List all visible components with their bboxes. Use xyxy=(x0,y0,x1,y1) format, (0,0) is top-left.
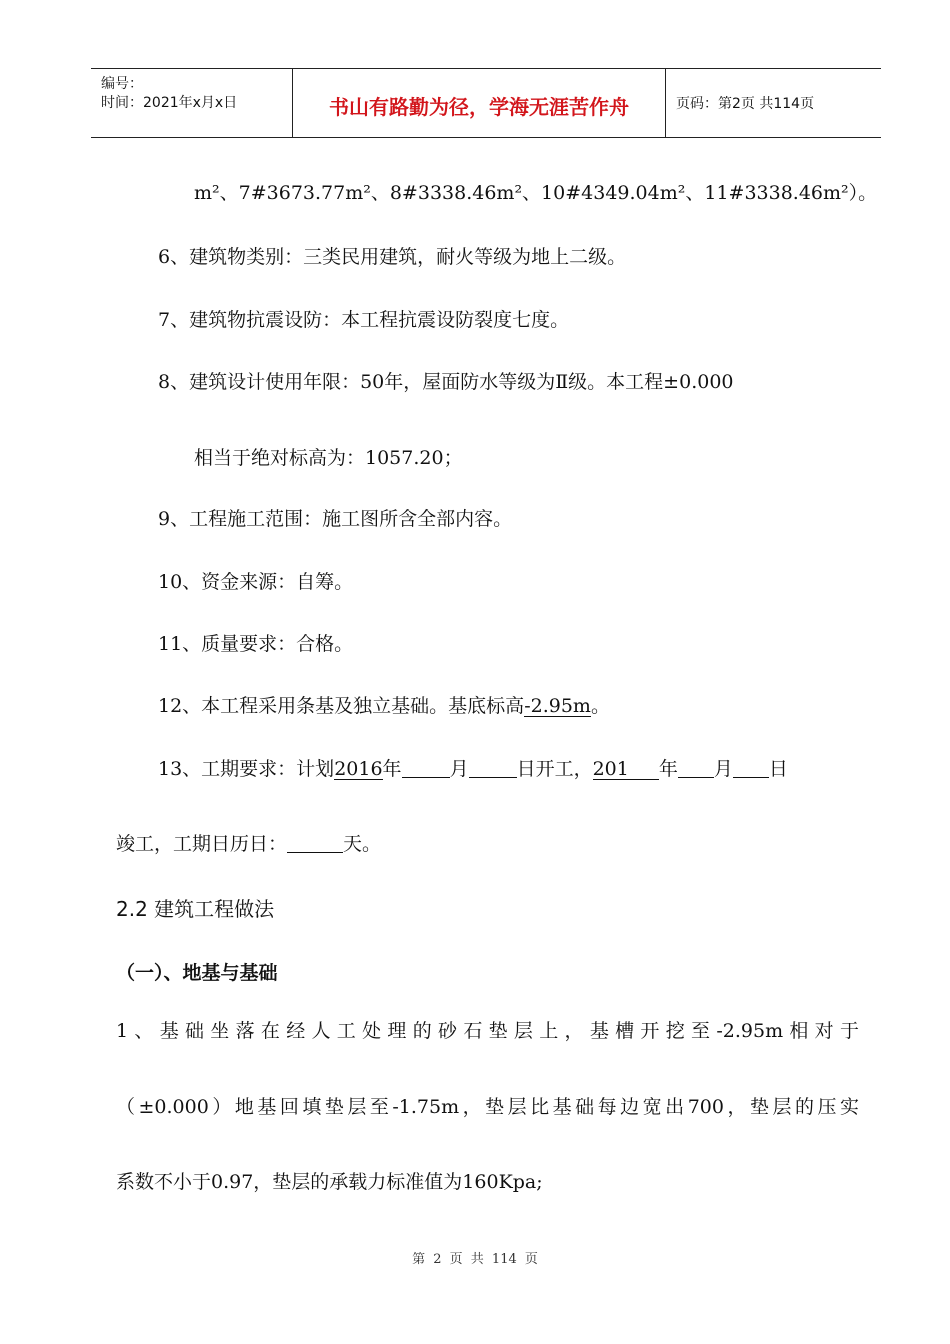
end-year: 201 xyxy=(593,759,659,780)
end-day-unit: 日 xyxy=(768,758,788,780)
item-11: 11、质量要求：合格。 xyxy=(158,633,354,655)
area-line: m²、7#3673.77m²、8#3338.46m²、10#4349.04m²、11#3338.46m²）。 xyxy=(194,182,878,204)
item-9: 9、工程施工范围：施工图所含全部内容。 xyxy=(158,508,513,530)
header-meta-cell xyxy=(91,69,293,137)
duration-label: 竣工，工期日历日： xyxy=(116,833,288,855)
paragraph-1-line-1: 1、基础坐落在经人工处理的砂石垫层上，基槽开挖至-2.95m相对于 xyxy=(116,1020,859,1042)
end-month-blank xyxy=(678,758,714,778)
item-8-continued: 相当于绝对标高为：1057.20； xyxy=(194,447,463,469)
page-footer: 第 2 页 共 114 页 xyxy=(412,1252,538,1267)
start-day-unit: 日开工， xyxy=(516,758,593,780)
end-month-unit: 月 xyxy=(713,758,733,780)
item-8: 8、建筑设计使用年限：50年，屋面防水等级为Ⅱ级。本工程±0.000 xyxy=(158,371,734,393)
header-motto-cell xyxy=(293,69,666,137)
start-month-blank xyxy=(402,758,450,778)
base-elevation-value: -2.95m xyxy=(524,695,591,717)
end-year-unit: 年 xyxy=(658,758,678,780)
item-10: 10、资金来源：自筹。 xyxy=(158,571,354,593)
document-number-label: 编号： xyxy=(101,76,143,92)
start-month-unit: 月 xyxy=(449,758,469,780)
end-day-blank xyxy=(733,758,769,778)
paragraph-1-line-2: （±0.000）地基回填垫层至-1.75m，垫层比基础每边宽出700，垫层的压实 xyxy=(116,1096,859,1118)
header-motto: 书山有路勤为径，学海无涯苦作舟 xyxy=(329,95,629,119)
item-13 xyxy=(158,757,788,781)
header-page-cell xyxy=(666,69,881,137)
paragraph-1-line-3: 系数不小于0.97，垫层的承载力标准值为160Kpa; xyxy=(116,1171,543,1193)
item-12 xyxy=(158,694,610,718)
item-13-label: 13、工期要求：计划 xyxy=(158,758,335,780)
subsection-title: （一）、地基与基础 xyxy=(116,962,278,984)
start-day-blank xyxy=(469,758,517,778)
item-6: 6、建筑物类别：三类民用建筑，耐火等级为地上二级。 xyxy=(158,246,627,268)
item-12-suffix: 。 xyxy=(590,695,610,717)
document-time-label: 时间：2021年x月x日 xyxy=(101,95,238,111)
start-year: 2016 xyxy=(334,758,383,780)
item-13-continued xyxy=(116,832,381,856)
page-header xyxy=(91,68,881,138)
section-title: 2.2 建筑工程做法 xyxy=(116,897,275,921)
item-7: 7、建筑物抗震设防：本工程抗震设防裂度七度。 xyxy=(158,309,570,331)
header-page-label: 页码：第2页 共114页 xyxy=(676,96,815,112)
duration-blank xyxy=(287,833,343,853)
duration-unit: 天。 xyxy=(343,833,382,855)
item-12-text: 12、本工程采用条基及独立基础。基底标高 xyxy=(158,695,525,717)
start-year-unit: 年 xyxy=(382,758,402,780)
